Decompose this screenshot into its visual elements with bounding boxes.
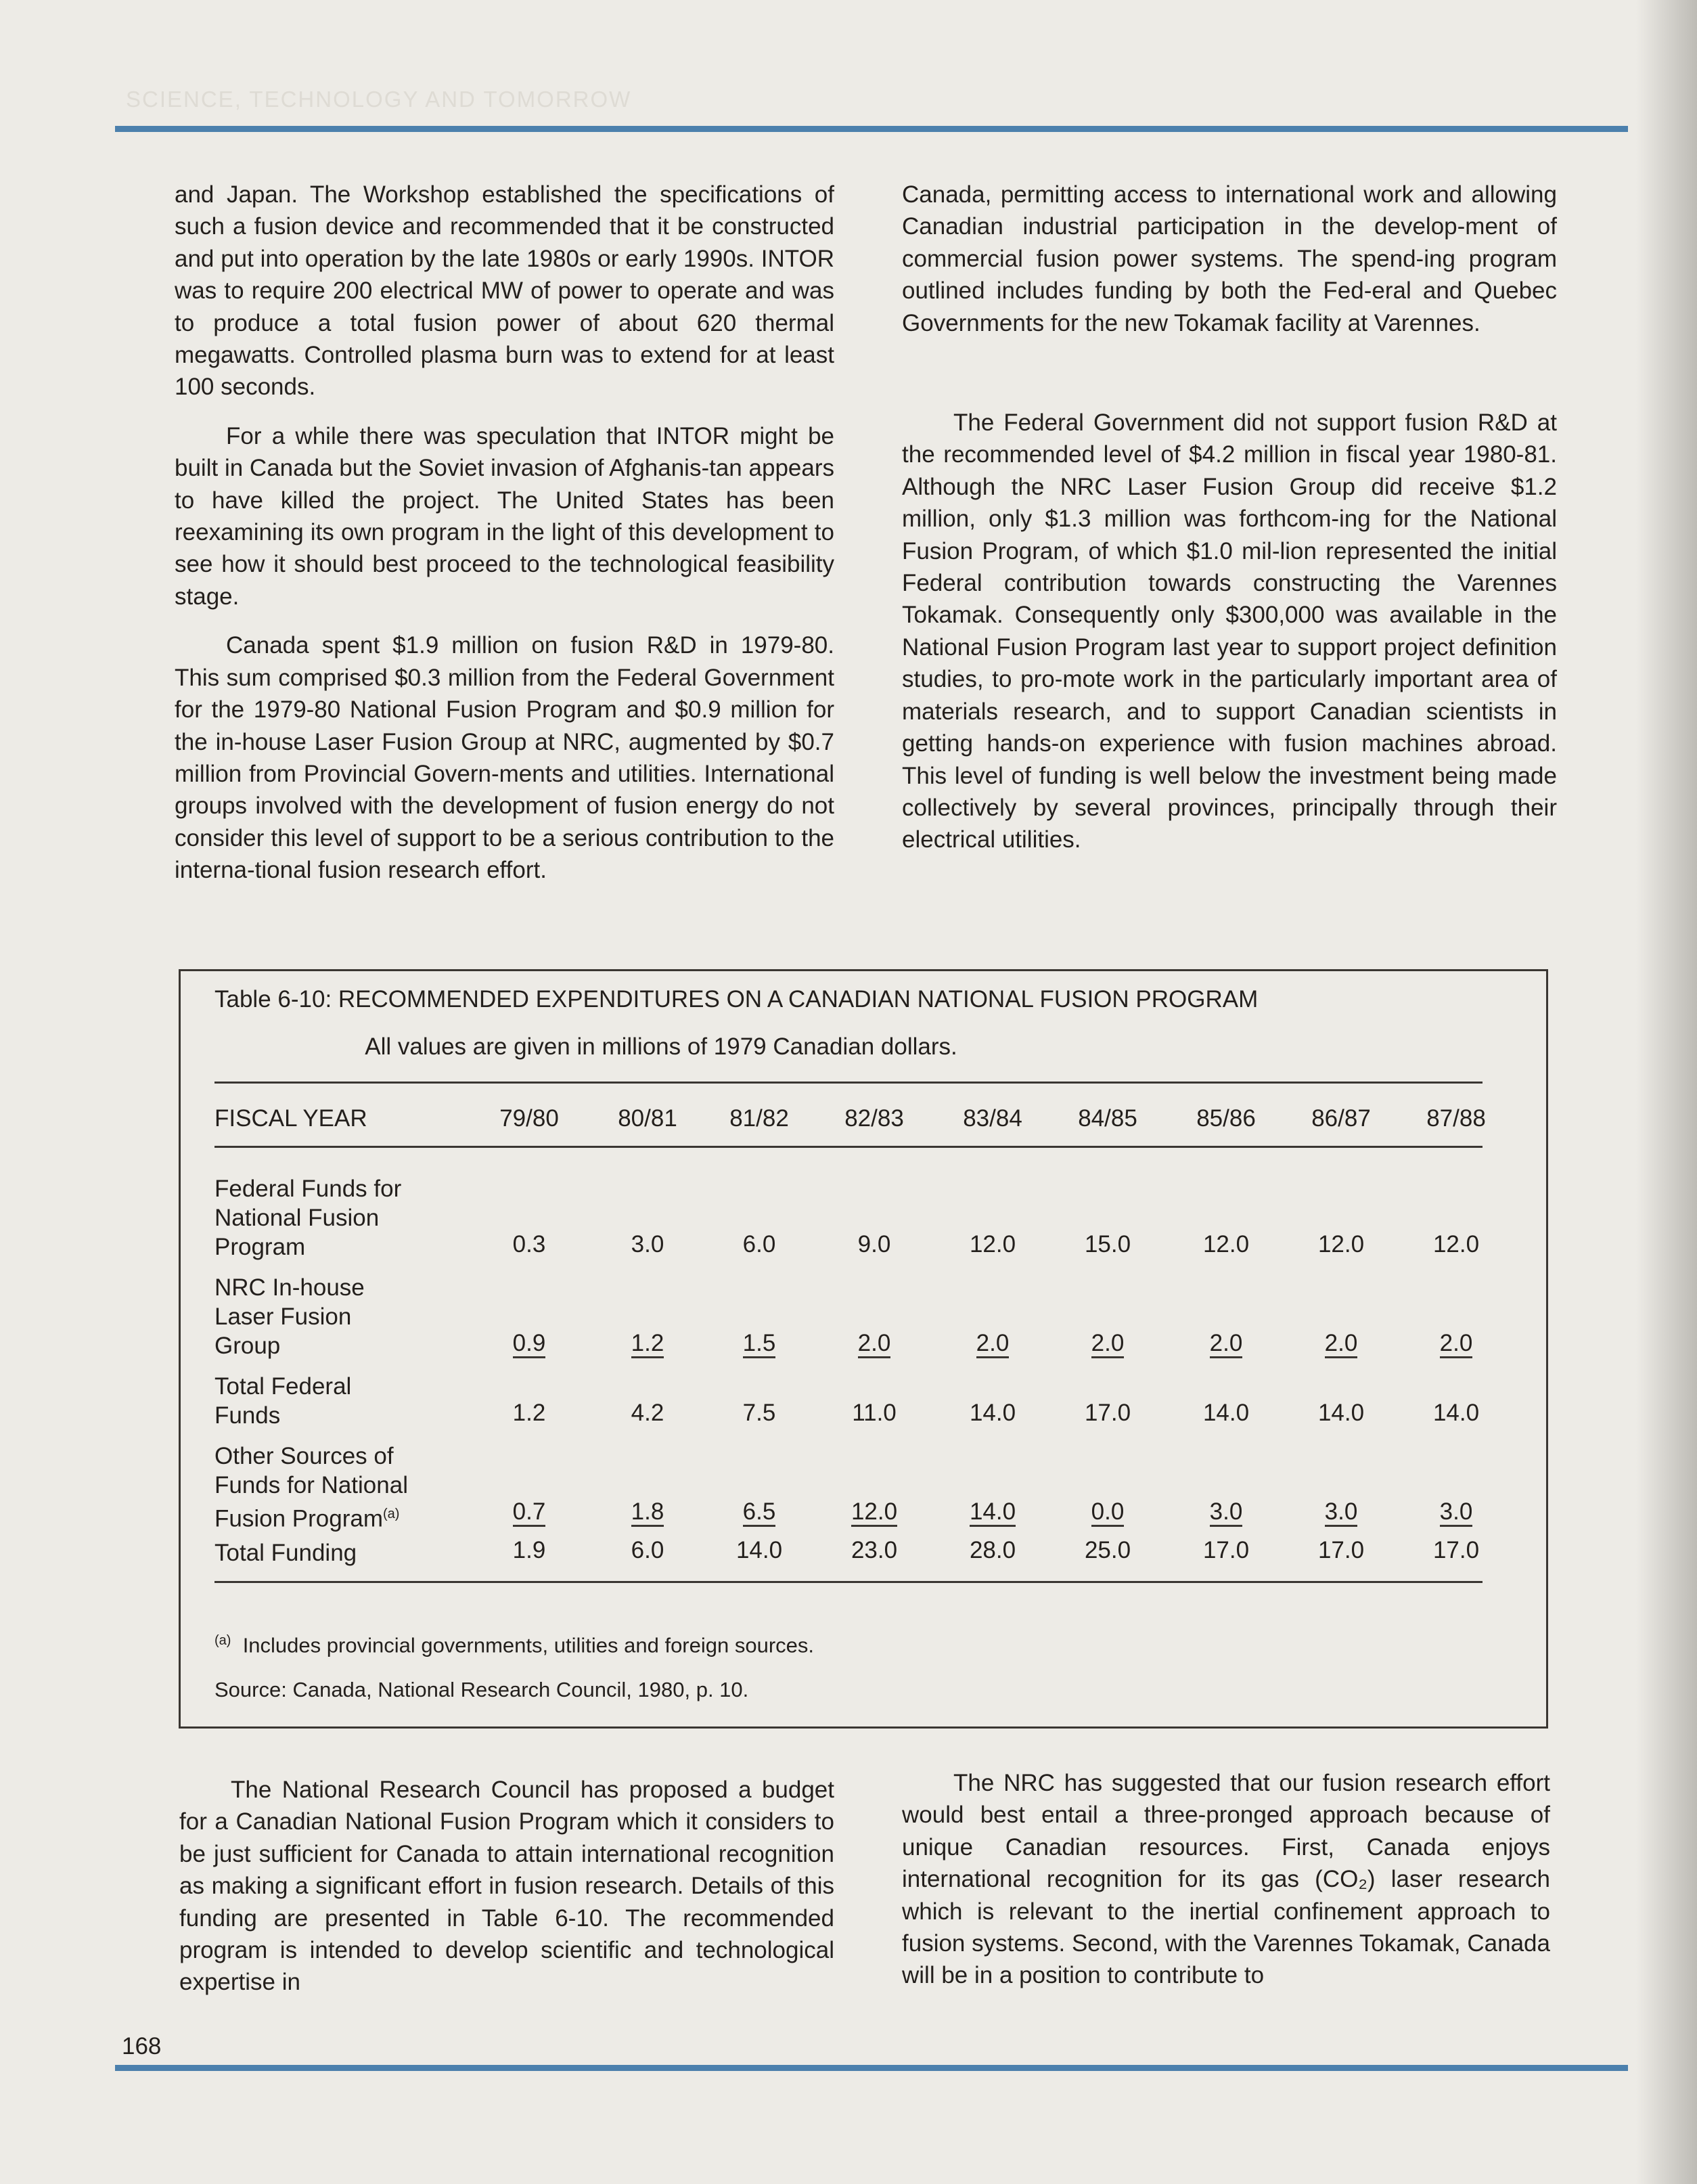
table-cell xyxy=(823,1497,925,1527)
table-cell xyxy=(1057,1230,1158,1259)
table-cell xyxy=(942,1536,1043,1565)
table-source: Source: Canada, National Research Council, 1980, p. 10. xyxy=(214,1678,749,1701)
table-cell xyxy=(597,1497,698,1527)
cell-value: 1.8 xyxy=(631,1499,664,1527)
cell-value: 3.0 xyxy=(1210,1499,1243,1527)
table-cell xyxy=(597,1536,698,1565)
table-cell xyxy=(1405,1329,1507,1358)
cell-value: 17.0 xyxy=(1432,1537,1480,1563)
cell-value: 14.0 xyxy=(1202,1400,1250,1426)
column-4 xyxy=(902,1767,1550,1992)
column-2 xyxy=(902,179,1557,856)
row-label-line: Other Sources of xyxy=(214,1443,394,1469)
row-label-line: Program xyxy=(214,1234,306,1260)
row-label-line: National Fusion xyxy=(214,1205,380,1231)
cell-value: 0.9 xyxy=(513,1331,546,1358)
table-cell xyxy=(1175,1329,1277,1358)
table-cell xyxy=(708,1497,810,1527)
paragraph: For a while there was speculation that INTOR might be built in Canada but the Soviet invasion of Afghanis-tan appears to have killed the project. The United States has been reexamining its own program in the light of this development to see how it should best proceed to the technological feasibility stage. xyxy=(175,422,834,610)
year-header: 87/88 xyxy=(1426,1105,1486,1132)
cell-value: 12.0 xyxy=(1432,1231,1480,1257)
cell-value: 28.0 xyxy=(969,1537,1016,1563)
cell-value: 2.0 xyxy=(976,1331,1010,1358)
year-header: 81/82 xyxy=(729,1105,789,1132)
cell-value: 12.0 xyxy=(969,1231,1016,1257)
table-cell xyxy=(1175,1398,1277,1427)
table-cell xyxy=(1057,1398,1158,1427)
cell-value: 12.0 xyxy=(1317,1231,1365,1257)
footnote-mark: (a) xyxy=(382,1507,400,1521)
cell-value: 14.0 xyxy=(970,1499,1016,1527)
table-cell xyxy=(597,1398,698,1427)
cell-value: 12.0 xyxy=(851,1499,897,1527)
table-cell xyxy=(478,1497,580,1527)
table-cell xyxy=(597,1329,698,1358)
table-cell xyxy=(942,1497,1043,1527)
table-cell xyxy=(823,1398,925,1427)
row-label xyxy=(214,1372,351,1430)
row-label xyxy=(214,1538,357,1567)
row-label xyxy=(214,1442,408,1534)
table-cell xyxy=(1057,1536,1158,1565)
cell-value: 17.0 xyxy=(1084,1400,1131,1426)
cell-value: 1.9 xyxy=(512,1537,546,1563)
row-label-line: Fusion Program xyxy=(214,1505,383,1532)
cell-value: 17.0 xyxy=(1317,1537,1365,1563)
cell-value: 6.5 xyxy=(743,1499,776,1527)
table-cell xyxy=(478,1398,580,1427)
cell-value: 14.0 xyxy=(1432,1400,1480,1426)
table-subtitle: All values are given in millions of 1979 Canadian dollars. xyxy=(365,1033,957,1060)
table-cell xyxy=(823,1536,925,1565)
row-label-line: Federal Funds for xyxy=(214,1176,402,1202)
table-cell xyxy=(478,1536,580,1565)
cell-value: 2.0 xyxy=(858,1331,891,1358)
year-header: 86/87 xyxy=(1311,1105,1371,1132)
table-cell xyxy=(1405,1536,1507,1565)
column-1 xyxy=(175,179,834,887)
cell-value: 2.0 xyxy=(1440,1331,1473,1358)
paragraph: The Federal Government did not support fusion R&D at the recommended level of $4.2 million in fiscal year 1980-81. Although the NRC Laser Fusion Group did receive $1.2 million, only $1.3 million was forthcom-ing for the National Fusion Program, of which $1.0 mil-lion represented the initial Federal contribution towards constructing the Varennes Tokamak. Consequently only $300,000 was available in the National Fusion Program last year to support project definition studies, to pro-mote work in the particularly important area of materials research, and to support Canadian scientists in getting hands-on experience with fusion machines abroad. This level of funding is well below the investment being made collectively by several provinces, principally through their electrical utilities. xyxy=(902,409,1557,853)
table-cell xyxy=(1405,1230,1507,1259)
table-cell xyxy=(478,1230,580,1259)
cell-value: 0.3 xyxy=(512,1231,546,1257)
expenditure-table xyxy=(179,969,1548,1729)
table-cell xyxy=(1290,1398,1392,1427)
table-cell xyxy=(1175,1230,1277,1259)
cell-value: 3.0 xyxy=(1440,1499,1473,1527)
cell-value: 4.2 xyxy=(631,1400,664,1426)
cell-value: 7.5 xyxy=(742,1400,776,1426)
table-cell xyxy=(1175,1497,1277,1527)
cell-value: 17.0 xyxy=(1202,1537,1250,1563)
table-cell xyxy=(942,1329,1043,1358)
table-header-label: FISCAL YEAR xyxy=(214,1105,367,1132)
column-3 xyxy=(179,1774,834,1999)
paragraph: The National Research Council has proposed a budget for a Canadian National Fusion Program which it considers to be just sufficient for Canada to attain international recognition as making a significant effort in fusion research. Details of this funding are presented in Table 6-10. The recommended program is intended to develop scientific and technological expertise in xyxy=(179,1777,834,1996)
table-cell xyxy=(1175,1536,1277,1565)
table-cell xyxy=(597,1230,698,1259)
table-cell xyxy=(1290,1230,1392,1259)
row-label-line: Total Federal xyxy=(214,1373,352,1400)
table-cell xyxy=(1405,1497,1507,1527)
cell-value: 14.0 xyxy=(736,1537,783,1563)
cell-value: 23.0 xyxy=(851,1537,898,1563)
cell-value: 2.0 xyxy=(1210,1331,1243,1358)
footnote-mark: (a) xyxy=(214,1633,231,1648)
paragraph: and Japan. The Workshop established the specifications of such a fusion device and recommended that it be constructed and put into operation by the late 1980s or early 1990s. INTOR was to require 200 electrical MW of power to operate and was to produce a total fusion power of about 620 thermal megawatts. Controlled plasma burn was to extend for at least 100 seconds. xyxy=(175,181,834,401)
page-number: 168 xyxy=(122,2033,162,2059)
table-cell xyxy=(708,1329,810,1358)
cell-value: 1.2 xyxy=(631,1331,664,1358)
row-label-line: Laser Fusion xyxy=(214,1303,352,1330)
table-cell xyxy=(708,1230,810,1259)
cell-value: 3.0 xyxy=(631,1231,664,1257)
cell-value: 9.0 xyxy=(857,1231,891,1257)
table-cell xyxy=(823,1329,925,1358)
year-header: 80/81 xyxy=(618,1105,677,1132)
cell-value: 3.0 xyxy=(1325,1499,1358,1527)
page-edge-shadow xyxy=(1636,0,1697,2184)
table-cell xyxy=(1405,1398,1507,1427)
footnote-text: Includes provincial governments, utilities and foreign sources. xyxy=(242,1633,815,1657)
cell-value: 15.0 xyxy=(1084,1231,1131,1257)
cell-value: 1.2 xyxy=(512,1400,546,1426)
table-cell xyxy=(942,1230,1043,1259)
year-header: 85/86 xyxy=(1196,1105,1256,1132)
row-label-line: Funds xyxy=(214,1402,281,1429)
table-cell xyxy=(1057,1497,1158,1527)
cell-value: 11.0 xyxy=(852,1400,897,1426)
paragraph: Canada spent $1.9 million on fusion R&D in 1979-80. This sum comprised $0.3 million from the Federal Government for the 1979-80 National Fusion Program and $0.9 million for the in-house Laser Fusion Group at NRC, augmented by $0.7 million from Provincial Govern-ments and utilities. International groups involved with the development of fusion energy do not consider this level of support to be a serious contribution to the interna-tional fusion research effort. xyxy=(175,632,834,884)
table-rule xyxy=(214,1581,1483,1583)
year-header: 79/80 xyxy=(499,1105,559,1132)
table-rule xyxy=(214,1146,1483,1148)
running-head: SCIENCE, TECHNOLOGY AND TOMORROW xyxy=(126,87,632,112)
cell-value: 1.5 xyxy=(743,1331,776,1358)
table-cell xyxy=(708,1398,810,1427)
cell-value: 14.0 xyxy=(969,1400,1016,1426)
cell-value: 0.7 xyxy=(513,1499,546,1527)
cell-value: 6.0 xyxy=(742,1231,776,1257)
cell-value: 2.0 xyxy=(1325,1331,1358,1358)
table-cell xyxy=(1290,1497,1392,1527)
cell-value: 25.0 xyxy=(1084,1537,1131,1563)
year-header: 82/83 xyxy=(844,1105,904,1132)
cell-value: 2.0 xyxy=(1091,1331,1125,1358)
cell-value: 14.0 xyxy=(1317,1400,1365,1426)
row-label-line: Funds for National xyxy=(214,1472,408,1498)
table-footnote xyxy=(214,1633,814,1657)
table-cell xyxy=(942,1398,1043,1427)
row-label-line: Group xyxy=(214,1333,281,1359)
row-label-line: NRC In-house xyxy=(214,1274,365,1301)
table-cell xyxy=(1290,1329,1392,1358)
table-title: Table 6-10: RECOMMENDED EXPENDITURES ON A CANADIAN NATIONAL FUSION PROGRAM xyxy=(214,986,1259,1012)
bottom-rule xyxy=(115,2065,1628,2071)
table-cell xyxy=(823,1230,925,1259)
paragraph: Canada, permitting access to international work and allowing Canadian industrial participation in the develop-ment of commercial fusion power systems. The spend-ing program outlined includes funding by both the Fed-eral and Quebec Governments for the new Tokamak facility at Varennes. xyxy=(902,181,1557,336)
table-cell xyxy=(478,1329,580,1358)
table-cell xyxy=(708,1536,810,1565)
cell-value: 12.0 xyxy=(1202,1231,1250,1257)
year-header: 84/85 xyxy=(1078,1105,1137,1132)
table-cell xyxy=(1057,1329,1158,1358)
row-label-line: Total Funding xyxy=(214,1540,357,1566)
row-label xyxy=(214,1273,365,1360)
row-label xyxy=(214,1174,401,1262)
top-rule xyxy=(115,126,1628,132)
table-cell xyxy=(1290,1536,1392,1565)
paragraph: The NRC has suggested that our fusion research effort would best entail a three-pronged approach because of unique Canadian resources. First, Canada enjoys international recognition for its gas (CO₂) laser research which is relevant to the inertial confinement approach to fusion systems. Second, with the Varennes Tokamak, Canada will be in a position to contribute to xyxy=(902,1770,1550,1989)
cell-value: 6.0 xyxy=(631,1537,664,1563)
table-rule xyxy=(214,1082,1483,1084)
cell-value: 0.0 xyxy=(1091,1499,1125,1527)
year-header: 83/84 xyxy=(963,1105,1022,1132)
